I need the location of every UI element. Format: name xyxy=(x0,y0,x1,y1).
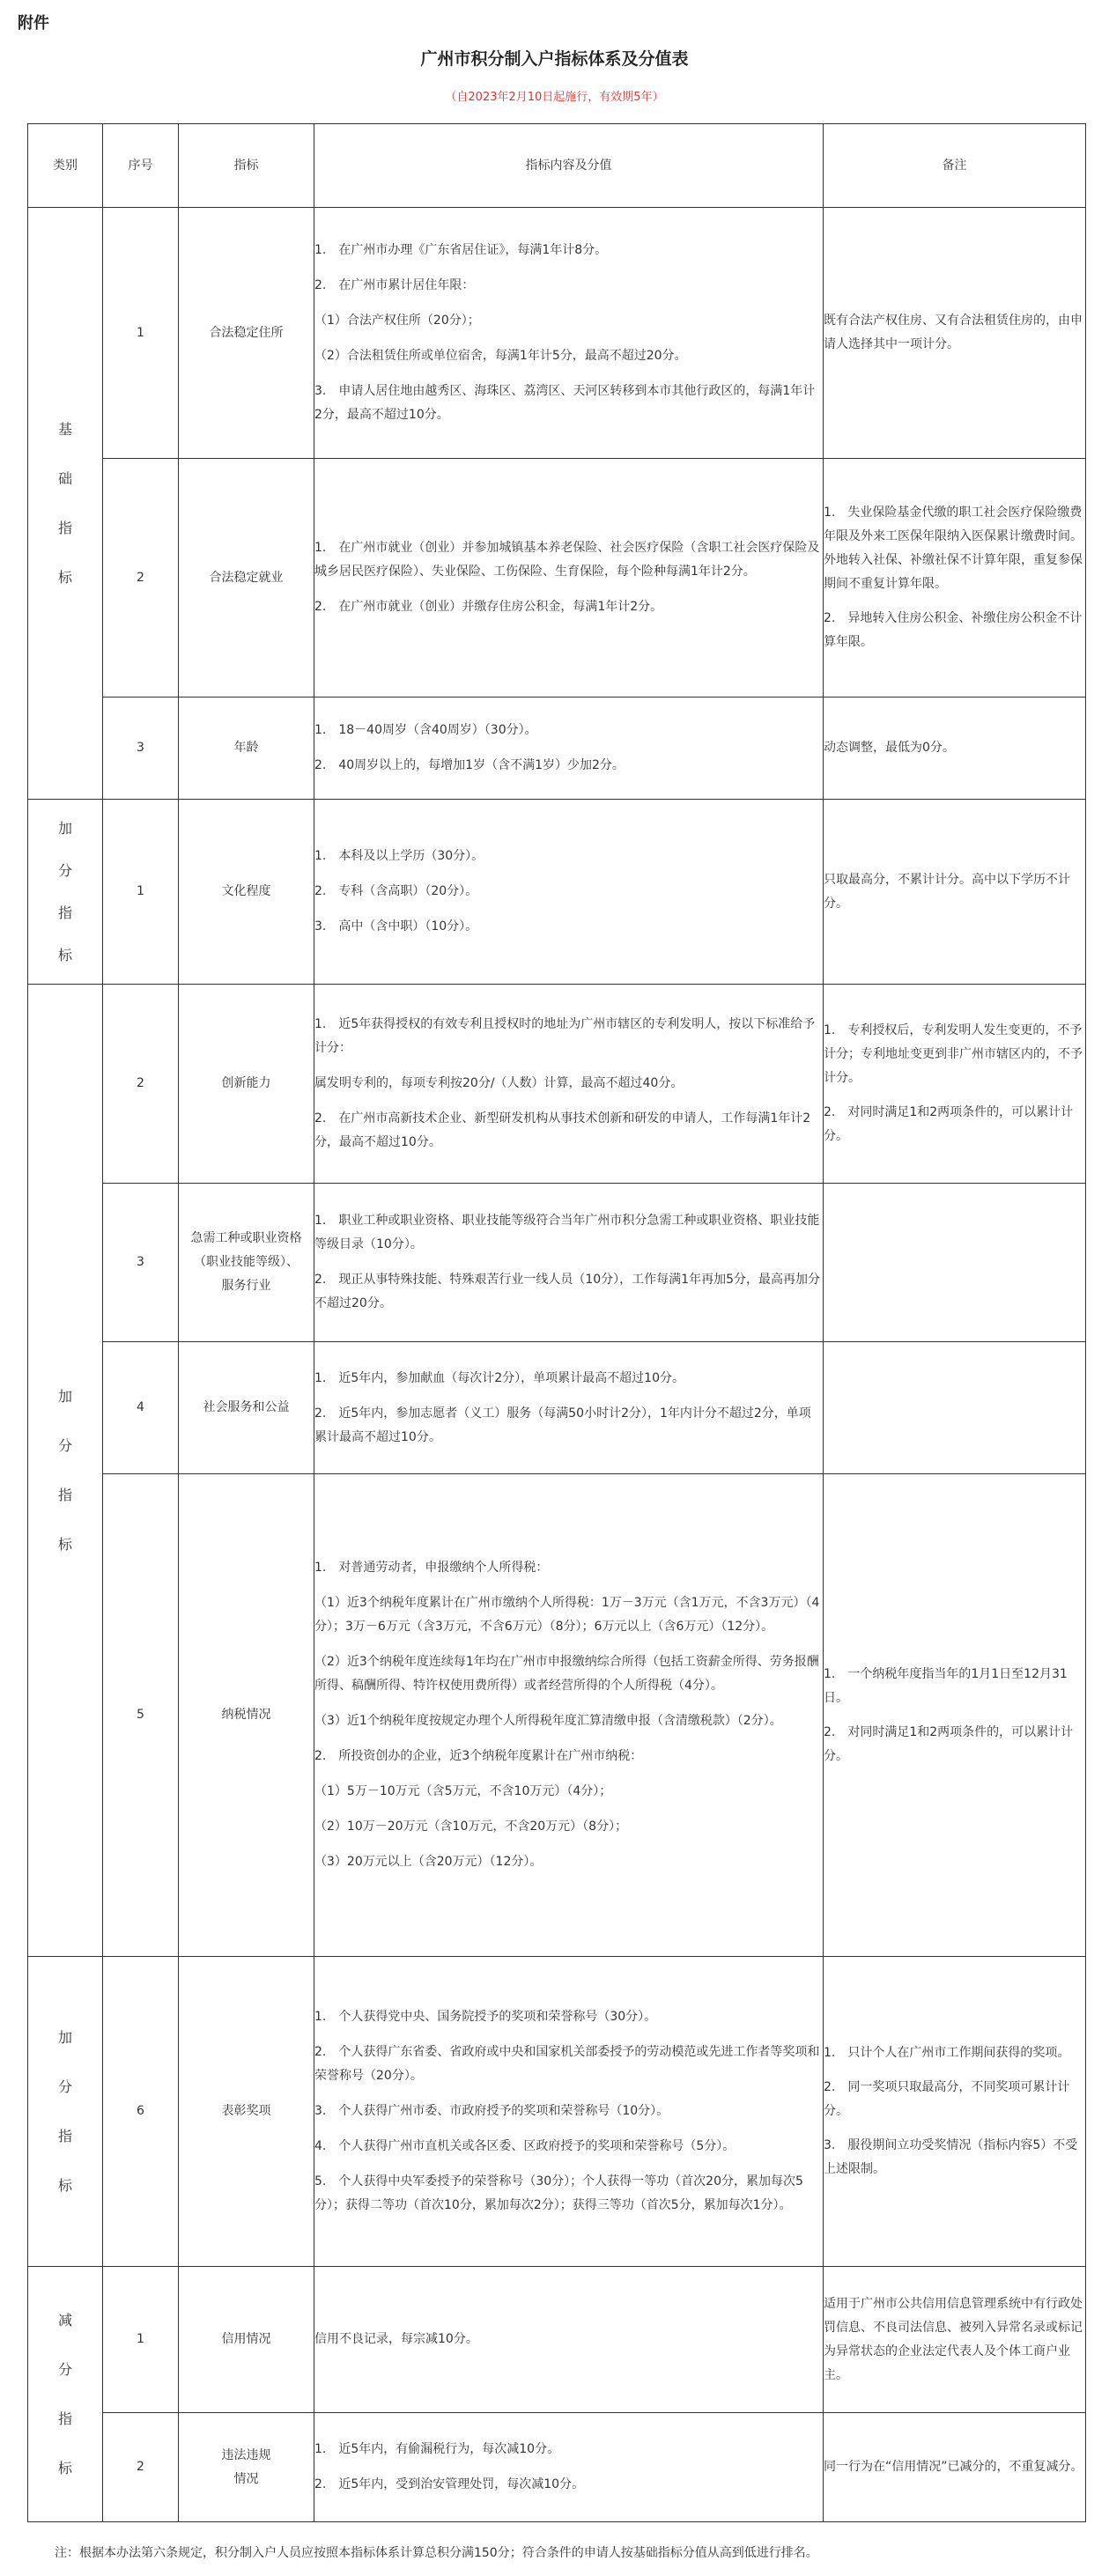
content-cell: 1. 对普通劳动者，申报缴纳个人所得税： （1）近3个纳税年度累计在广州市缴纳个人所得税：1万－3万元（含1万元，不含3万元）（4分）；3万－6万元（含3万元，不含6万元）（8分）；6万元以上（含6万元）（12分）。 （2）近3个纳税年度连续每1年均在广州市申报缴纳综合所得（包括工资薪金所得、劳务报酬所得、稿酬所得、特许权使用费所得）或者经营所得的个人所得税（4分）。 （3）近1个纳税年度按规定办理个人所得税年度汇算清缴申报（含清缴税款）（2分）。 2. 所投资创办的企业，近3个纳税年度累计在广州市纳税： （1）5万－10万元（含5万元，不含10万元）（4分）； （2）10万－20万元（含10万元，不含20万元）（8分）； （3）20万元以上（含20万元）（12分）。 xyxy=(314,1474,824,1957)
table-row xyxy=(28,208,1086,459)
content-cell: 1. 近5年内，有偷漏税行为，每次减10分。 2. 近5年内，受到治安管理处罚，每次减10分。 xyxy=(314,2413,824,2522)
remarks-cell: 同一行为在“信用情况”已减分的，不重复减分。 xyxy=(824,2413,1086,2522)
remarks-cell: 适用于广州市公共信用信息管理系统中有行政处罚信息、不良司法信息、被列入异常名录或标记为异常状态的企业法定代表人及个体工商户业主。 xyxy=(824,2267,1086,2413)
category-basic: 基 础 指 标 xyxy=(28,208,103,800)
table-row xyxy=(28,698,1086,800)
table-row xyxy=(28,459,1086,698)
indicator-cell: 纳税情况 xyxy=(179,1474,314,1957)
content-cell: 1. 职业工种或职业资格、职业技能等级符合当年广州市积分急需工种或职业资格、职业技能等级目录（10分）。 2. 现正从事特殊技能、特殊艰苦行业一线人员（10分），工作每满1年再加5分，最高再加分不超过20分。 xyxy=(314,1184,824,1342)
content-cell: 1. 在广州市就业（创业）并参加城镇基本养老保险、社会医疗保险（含职工社会医疗保险及城乡居民医疗保险）、失业保险、工伤保险、生育保险，每个险种每满1年计2分。 2. 在广州市就业（创业）并缴存住房公积金，每满1年计2分。 xyxy=(314,459,824,698)
content-cell: 1. 近5年内，参加献血（每次计2分），单项累计最高不超过10分。 2. 近5年内，参加志愿者（义工）服务（每满50小时计2分），1年内计分不超过2分，单项累计最高不超过10分。 xyxy=(314,1342,824,1474)
document-subtitle: （自2023年2月10日起施行，有效期5年） xyxy=(445,91,664,104)
remarks-cell xyxy=(824,1184,1086,1342)
category-minus: 减 分 指 标 xyxy=(28,2267,103,2522)
seq-cell: 5 xyxy=(103,1474,179,1957)
table-row xyxy=(28,985,1086,1184)
content-cell: 1. 个人获得党中央、国务院授予的奖项和荣誉称号（30分）。 2. 个人获得广东省委、省政府或中央和国家机关部委授予的劳动模范或先进工作者等奖项和荣誉称号（20分）。 3. 个人获得广州市委、市政府授予的奖项和荣誉称号（10分）。 4. 个人获得广州市直机关或各区委、区政府授予的奖项和荣誉称号（5分）。 5. 个人获得中央军委授予的荣誉称号（30分）；个人获得一等功（首次20分，累加每次5分）；获得二等功（首次10分，累加每次2分）；获得三等功（首次5分，累加每次1分）。 xyxy=(314,1957,824,2267)
indicator-cell: 社会服务和公益 xyxy=(179,1342,314,1474)
remarks-cell: 1. 失业保险基金代缴的职工社会医疗保险缴费年限及外来工医保年限纳入医保累计缴费时间。外地转入社保、补缴社保不计算年限，重复参保期间不重复计算年限。 2. 异地转入住房公积金、补缴住房公积金不计算年限。 xyxy=(824,459,1086,698)
header-seq: 序号 xyxy=(103,124,179,208)
footnote: 注：根据本办法第六条规定，积分制入户人员应按照本指标体系计算总积分满150分；符合条件的申请人按基础指标分值从高到低进行排名。 xyxy=(55,2546,818,2560)
indicator-cell: 信用情况 xyxy=(179,2267,314,2413)
seq-cell: 2 xyxy=(103,2413,179,2522)
attachment-label: 附件 xyxy=(18,14,49,33)
seq-cell: 1 xyxy=(103,800,179,985)
document-title: 广州市积分制入户指标体系及分值表 xyxy=(420,49,689,69)
indicator-cell: 表彰奖项 xyxy=(179,1957,314,2267)
indicator-cell: 年龄 xyxy=(179,698,314,800)
category-plus-1: 加 分 指 标 xyxy=(28,800,103,985)
content-cell: 1. 近5年获得授权的有效专利且授权时的地址为广州市辖区的专利发明人，按以下标准给予计分： 属发明专利的，每项专利按20分/（人数）计算，最高不超过40分。 2. 在广州市高新技术企业、新型研发机构从事技术创新和研发的申请人，工作每满1年计2分，最高不超过10分。 xyxy=(314,985,824,1184)
content-cell: 信用不良记录，每宗减10分。 xyxy=(314,2267,824,2413)
remarks-cell: 1. 只计个人在广州市工作期间获得的奖项。 2. 同一奖项只取最高分，不同奖项可累计计分。 3. 服役期间立功受奖情况（指标内容5）不受上述限制。 xyxy=(824,1957,1086,2267)
table-header-row xyxy=(28,124,1086,208)
remarks-cell: 1. 专利授权后，专利发明人发生变更的，不予计分；专利地址变更到非广州市辖区内的，不予计分。 2. 对同时满足1和2两项条件的，可以累计计分。 xyxy=(824,985,1086,1184)
remarks-cell: 1. 一个纳税年度指当年的1月1日至12月31日。 2. 对同时满足1和2两项条件的，可以累计计分。 xyxy=(824,1474,1086,1957)
table-row xyxy=(28,1474,1086,1957)
seq-cell: 6 xyxy=(103,1957,179,2267)
remarks-cell xyxy=(824,1342,1086,1474)
seq-cell: 3 xyxy=(103,1184,179,1342)
content-cell: 1. 18－40周岁（含40周岁）（30分）。 2. 40周岁以上的，每增加1岁（含不满1岁）少加2分。 xyxy=(314,698,824,800)
remarks-cell: 既有合法产权住房、又有合法租赁住房的，由申请人选择其中一项计分。 xyxy=(824,208,1086,459)
content-cell: 1. 在广州市办理《广东省居住证》，每满1年计8分。 2. 在广州市累计居住年限： （1）合法产权住所（20分）； （2）合法租赁住所或单位宿舍，每满1年计5分，最高不超过20分。 3. 申请人居住地由越秀区、海珠区、荔湾区、天河区转移到本市其他行政区的，每满1年计2分，最高不超过10分。 xyxy=(314,208,824,459)
category-plus-3: 加 分 指 标 xyxy=(28,1957,103,2267)
header-indicator: 指标 xyxy=(179,124,314,208)
table-row xyxy=(28,2413,1086,2522)
seq-cell: 3 xyxy=(103,698,179,800)
seq-cell: 1 xyxy=(103,2267,179,2413)
indicator-cell: 创新能力 xyxy=(179,985,314,1184)
seq-cell: 4 xyxy=(103,1342,179,1474)
table-row xyxy=(28,1184,1086,1342)
category-plus-2: 加 分 指 标 xyxy=(28,985,103,1957)
seq-cell: 2 xyxy=(103,985,179,1184)
indicator-cell: 违法违规 情况 xyxy=(179,2413,314,2522)
content-cell: 1. 本科及以上学历（30分）。 2. 专科（含高职）（20分）。 3. 高中（含中职）（10分）。 xyxy=(314,800,824,985)
indicator-cell: 急需工种或职业资格 （职业技能等级）、 服务行业 xyxy=(179,1184,314,1342)
table-row xyxy=(28,1957,1086,2267)
seq-cell: 2 xyxy=(103,459,179,698)
seq-cell: 1 xyxy=(103,208,179,459)
remarks-cell: 动态调整，最低为0分。 xyxy=(824,698,1086,800)
remarks-cell: 只取最高分，不累计计分。高中以下学历不计分。 xyxy=(824,800,1086,985)
header-content: 指标内容及分值 xyxy=(314,124,824,208)
table-row xyxy=(28,800,1086,985)
indicator-cell: 合法稳定就业 xyxy=(179,459,314,698)
indicator-score-table xyxy=(27,123,1086,2522)
indicator-cell: 合法稳定住所 xyxy=(179,208,314,459)
header-remarks: 备注 xyxy=(824,124,1086,208)
indicator-cell: 文化程度 xyxy=(179,800,314,985)
table-row xyxy=(28,1342,1086,1474)
header-category: 类别 xyxy=(28,124,103,208)
table-row xyxy=(28,2267,1086,2413)
